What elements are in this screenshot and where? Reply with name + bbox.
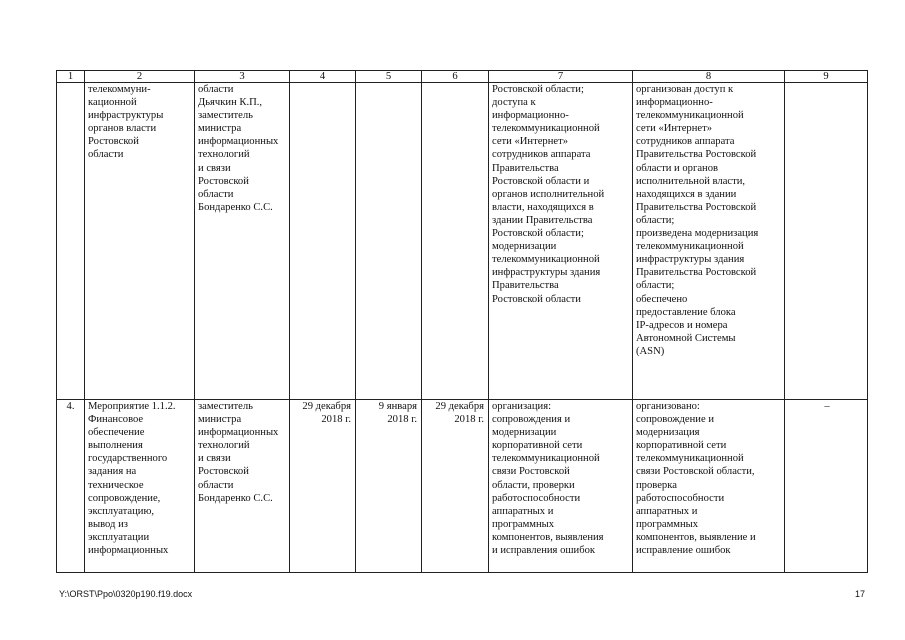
column-number-9: 9 <box>785 71 868 83</box>
notes-cell: – <box>785 400 868 573</box>
table-row <box>57 83 868 400</box>
fact-start-date-cell: 9 января 2018 г. <box>356 400 422 573</box>
row-number-cell: 4. <box>57 400 85 573</box>
table-row <box>57 400 868 573</box>
column-number-8: 8 <box>633 71 785 83</box>
page-number: 17 <box>855 589 866 599</box>
plan-end-date-cell: 29 декабря 2018 г. <box>422 400 489 573</box>
row-number-cell <box>57 83 85 400</box>
column-number-5: 5 <box>356 71 422 83</box>
plan-start-date-cell: 29 декабря 2018 г. <box>290 400 356 573</box>
actual-result-cell: организован доступ к информационно- телекоммуникационной сети «Интернет» сотрудников аппарата Правительства Ростовской области и органов исполнительной власти, находящихся в здании Правительства Ростовской области; произведена модернизация телекоммуникационной инфраструктуры здания Правительства Ростовской области; обеспечено предоставление блока IP-адресов и номера Автономной Системы (ASN) <box>633 83 785 400</box>
report-table <box>56 70 868 573</box>
column-number-2: 2 <box>85 71 195 83</box>
executor-cell: заместитель министра информационных технологий и связи Ростовской области Бондаренко С.С. <box>195 400 290 573</box>
measure-name-cell: телекоммуни- кационной инфраструктуры органов власти Ростовской области <box>85 83 195 400</box>
fact-start-date-cell <box>356 83 422 400</box>
column-number-1: 1 <box>57 71 85 83</box>
plan-end-date-cell <box>422 83 489 400</box>
column-number-6: 6 <box>422 71 489 83</box>
footer-file-path: Y:\ORST\Ppo\0320p190.f19.docx <box>59 589 193 599</box>
actual-result-cell: организовано: сопровождение и модернизация корпоративной сети телекоммуникационной связи Ростовской области, проверка работоспособности аппаратных и программных компонентов, выявление и исправление ошибок <box>633 400 785 573</box>
column-number-3: 3 <box>195 71 290 83</box>
table-header-row <box>57 71 868 83</box>
notes-cell <box>785 83 868 400</box>
plan-start-date-cell <box>290 83 356 400</box>
column-number-4: 4 <box>290 71 356 83</box>
expected-result-cell: Ростовской области; доступа к информационно- телекоммуникационной сети «Интернет» сотрудников аппарата Правительства Ростовской области и органов исполнительной власти, находящихся в здании Правительства Ростовской области; модернизации телекоммуникационной инфраструктуры здания Правительства Ростовской области <box>489 83 633 400</box>
measure-name-cell: Мероприятие 1.1.2. Финансовое обеспечение выполнения государственного задания на техническое сопровождение, эксплуатацию, вывод из эксплуатации информационных <box>85 400 195 573</box>
column-number-7: 7 <box>489 71 633 83</box>
expected-result-cell: организация: сопровождения и модернизации корпоративной сети телекоммуникационной связи Ростовской области, проверки работоспособности аппаратных и программных компонентов, выявления и исправления ошибок <box>489 400 633 573</box>
executor-cell: области Дьячкин К.П., заместитель министра информационных технологий и связи Ростовской области Бондаренко С.С. <box>195 83 290 400</box>
